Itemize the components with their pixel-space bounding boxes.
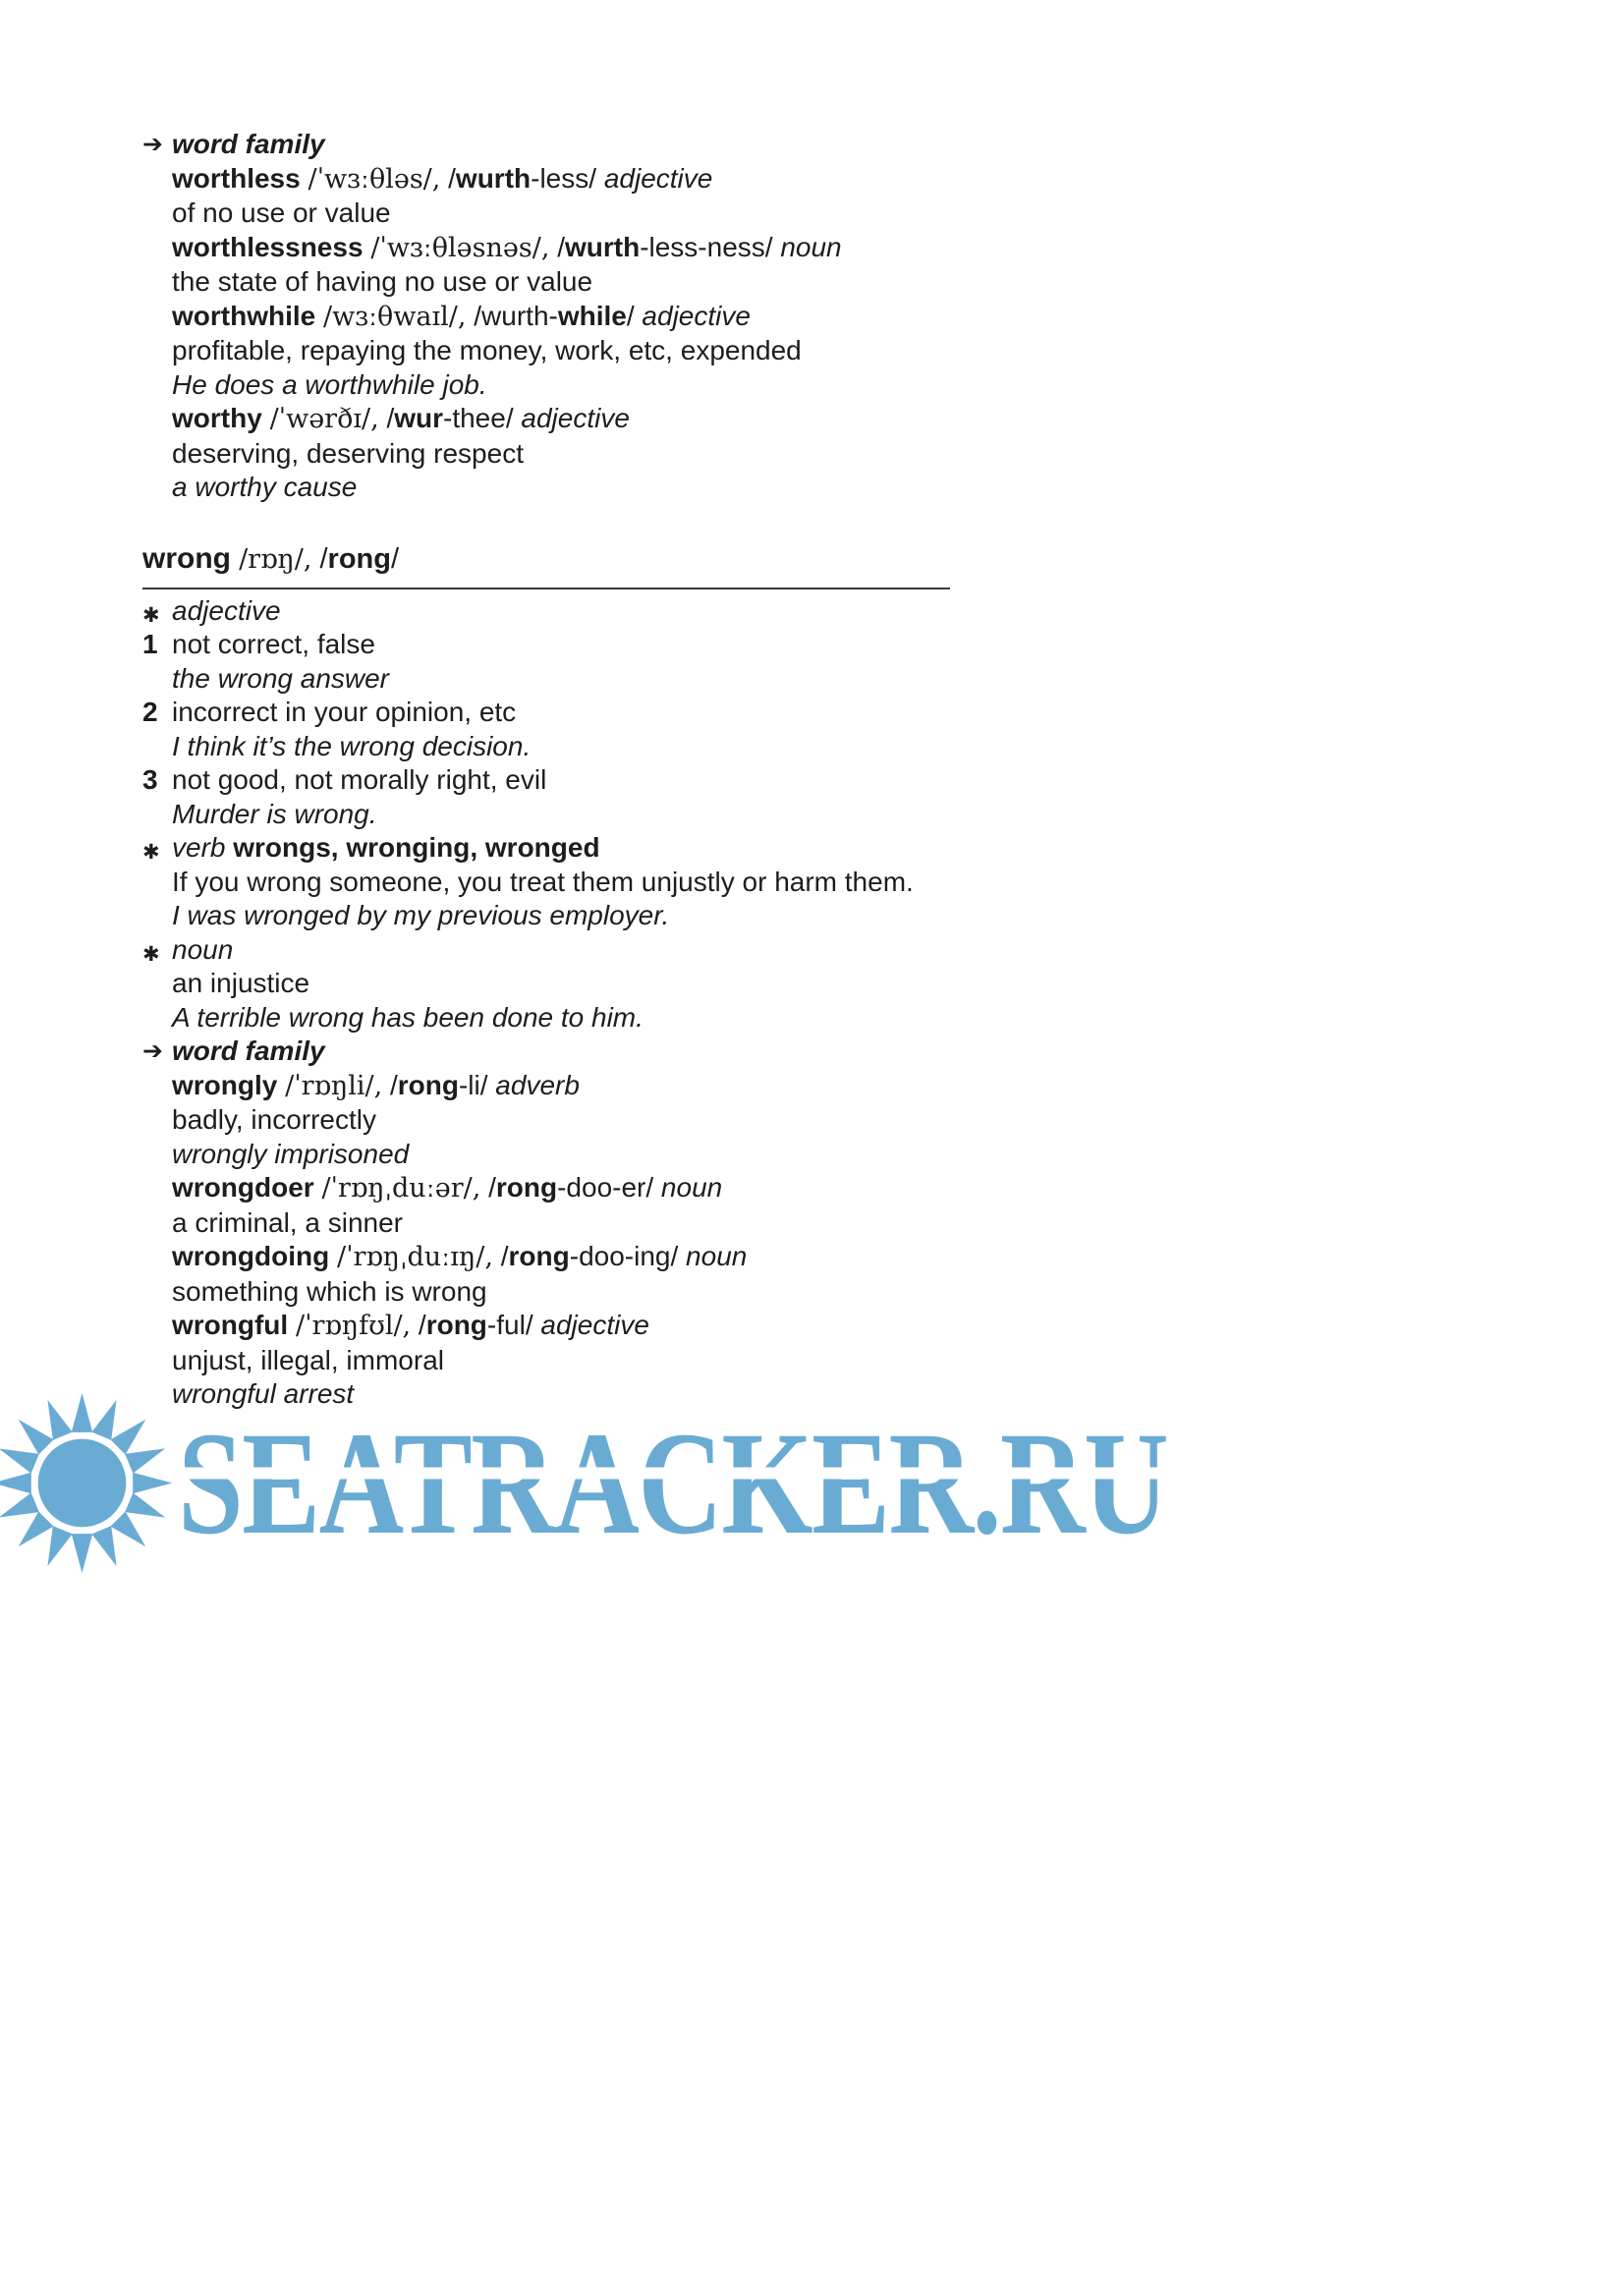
derived-entry-wrongful <box>142 1309 950 1344</box>
respelling <box>448 163 596 194</box>
respelling-plain: / <box>626 300 635 331</box>
example-sentence: A terrible wrong has been done to him. <box>172 1001 644 1033</box>
definition: badly, incorrectly <box>172 1104 377 1135</box>
ipa-pronunciation: /ˈwɜːθləsnəs/, <box>370 232 550 263</box>
headword: worthwhile <box>172 300 316 331</box>
word-family-label: word family <box>172 129 325 159</box>
example-sentence: a worthy cause <box>172 472 358 502</box>
arrow-icon: ➔ <box>142 130 163 158</box>
sense-number: 2 <box>142 697 158 727</box>
definition: not correct, false <box>172 629 375 659</box>
example-sentence: I was wronged by my previous employer. <box>172 900 670 930</box>
respelling-plain: -doo-er/ <box>557 1172 654 1203</box>
ipa-pronunciation: /rɒŋ/, <box>239 543 312 575</box>
asterisk-icon: ✱ <box>142 941 160 966</box>
word-family-label: word family <box>172 1036 325 1066</box>
definition: profitable, repaying the money, work, etc, expended <box>172 335 802 365</box>
sense-number: 3 <box>142 764 158 795</box>
dictionary-column <box>142 128 950 1412</box>
definition: unjust, illegal, immoral <box>172 1344 444 1375</box>
respelling-stressed: while <box>557 300 627 331</box>
entry-headword: wrong <box>142 541 231 575</box>
example-sentence: He does a worthwhile job. <box>172 368 487 400</box>
part-of-speech: adjective <box>603 162 713 194</box>
derived-entry-worthless <box>142 162 950 197</box>
respelling <box>474 301 634 331</box>
respelling <box>419 1310 533 1340</box>
respelling-plain: / <box>488 1172 496 1203</box>
sun-icon <box>0 1387 178 1579</box>
part-of-speech: adverb <box>495 1069 580 1100</box>
respelling-stressed: rong <box>327 542 391 575</box>
word-family-header <box>142 1035 950 1069</box>
arrow-icon: ➔ <box>142 1036 163 1065</box>
pos-section-verb <box>142 831 950 866</box>
definition: something which is wrong <box>172 1275 487 1307</box>
headword: wrongful <box>172 1310 289 1340</box>
respelling-plain: -less/ <box>531 162 597 194</box>
sense-3 <box>142 763 950 798</box>
headword: wrongdoing <box>172 1241 330 1271</box>
part-of-speech: noun <box>686 1241 748 1271</box>
example-sentence: Murder is wrong. <box>172 798 377 829</box>
part-of-speech: adjective <box>521 403 630 433</box>
watermark-text: SEATRACKER.RU <box>178 1401 1168 1565</box>
derived-entry-worthlessness <box>142 231 950 266</box>
watermark <box>0 1387 1415 1579</box>
asterisk-icon: ✱ <box>142 602 160 627</box>
example-sentence: wrongful arrest <box>172 1378 355 1409</box>
part-of-speech: adjective <box>172 594 281 626</box>
respelling-plain: / <box>319 542 328 575</box>
respelling-stressed: wur <box>394 403 443 433</box>
headword: worthy <box>172 403 262 433</box>
pos-section-noun <box>142 933 950 968</box>
sense-number: 1 <box>142 629 158 659</box>
word-family-header <box>142 128 950 162</box>
word-family-top <box>142 128 950 505</box>
sense-2 <box>142 696 950 730</box>
headword: wrongdoer <box>172 1172 314 1203</box>
definition: a criminal, a sinner <box>172 1206 403 1238</box>
ipa-pronunciation: /ˈwərðɪ/, <box>269 404 379 434</box>
definition: of no use or value <box>172 197 391 228</box>
respelling-plain: / <box>390 542 400 575</box>
respelling-plain: -doo-ing/ <box>569 1241 679 1271</box>
pos-section-adjective <box>142 594 950 629</box>
ipa-pronunciation: /ˈrɒŋˌduːɪŋ/, <box>336 1242 493 1272</box>
respelling-stressed: wurth <box>564 231 641 262</box>
definition: the state of having no use or value <box>172 266 593 297</box>
respelling-plain: / <box>557 231 565 262</box>
respelling-stressed: rong <box>508 1241 570 1271</box>
headword: wrongly <box>172 1069 278 1100</box>
respelling-plain: -li/ <box>458 1069 488 1100</box>
verb-forms: wrongs, wronging, wronged <box>233 832 600 863</box>
derived-entry-worthwhile <box>142 300 950 335</box>
derived-entry-wrongdoing <box>142 1240 950 1275</box>
example-sentence: I think it’s the wrong decision. <box>172 730 532 761</box>
entry-headword-block <box>142 541 950 589</box>
derived-entry-wrongly <box>142 1069 950 1104</box>
respelling-plain: / <box>500 1241 509 1271</box>
part-of-speech: verb <box>172 832 226 863</box>
ipa-pronunciation: /ˈrɒŋˌduːər/, <box>321 1173 481 1203</box>
respelling <box>501 1241 679 1271</box>
ipa-pronunciation: /ˈrɒŋli/, <box>285 1070 383 1101</box>
respelling <box>319 543 399 575</box>
part-of-speech: noun <box>780 231 842 262</box>
ipa-pronunciation: /wɜːθwaɪl/, <box>323 301 467 332</box>
part-of-speech: adjective <box>540 1310 649 1340</box>
asterisk-icon: ✱ <box>142 840 160 864</box>
example-sentence: wrongly imprisoned <box>172 1138 410 1169</box>
respelling <box>557 232 772 262</box>
respelling-plain: / <box>389 1069 398 1100</box>
definition: incorrect in your opinion, etc <box>172 697 517 727</box>
respelling <box>386 403 513 433</box>
respelling-stressed: rong <box>425 1310 487 1340</box>
part-of-speech: noun <box>660 1172 723 1203</box>
respelling-plain: -ful/ <box>486 1310 533 1340</box>
derived-entry-wrongdoer <box>142 1171 950 1206</box>
respelling-plain: / <box>418 1310 426 1340</box>
definition: deserving, deserving respect <box>172 437 524 469</box>
example-sentence: the wrong answer <box>172 662 390 694</box>
respelling-plain: / <box>448 162 456 194</box>
respelling-stressed: rong <box>397 1069 459 1100</box>
respelling-plain: -less-ness/ <box>640 231 773 262</box>
headword: worthlessness <box>172 231 364 262</box>
word-family-bottom <box>142 1035 950 1412</box>
ipa-pronunciation: /ˈrɒŋfʊl/, <box>295 1311 412 1341</box>
respelling-plain: -thee/ <box>443 403 514 433</box>
sense-1 <box>142 628 950 662</box>
respelling-plain: / <box>386 403 395 433</box>
respelling-stressed: rong <box>495 1172 558 1203</box>
part-of-speech: adjective <box>642 300 751 331</box>
respelling <box>488 1172 653 1203</box>
respelling <box>390 1070 488 1100</box>
respelling-stressed: wurth <box>455 162 532 194</box>
headword: worthless <box>172 162 301 194</box>
definition: If you wrong someone, you treat them unjustly or harm them. <box>172 866 914 897</box>
derived-entry-worthy <box>142 402 950 437</box>
respelling-plain: /wurth- <box>474 300 558 331</box>
ipa-pronunciation: /ˈwɜːθləs/, <box>308 163 441 195</box>
part-of-speech: noun <box>172 933 234 965</box>
definition: not good, not morally right, evil <box>172 764 547 795</box>
definition: an injustice <box>172 968 310 998</box>
